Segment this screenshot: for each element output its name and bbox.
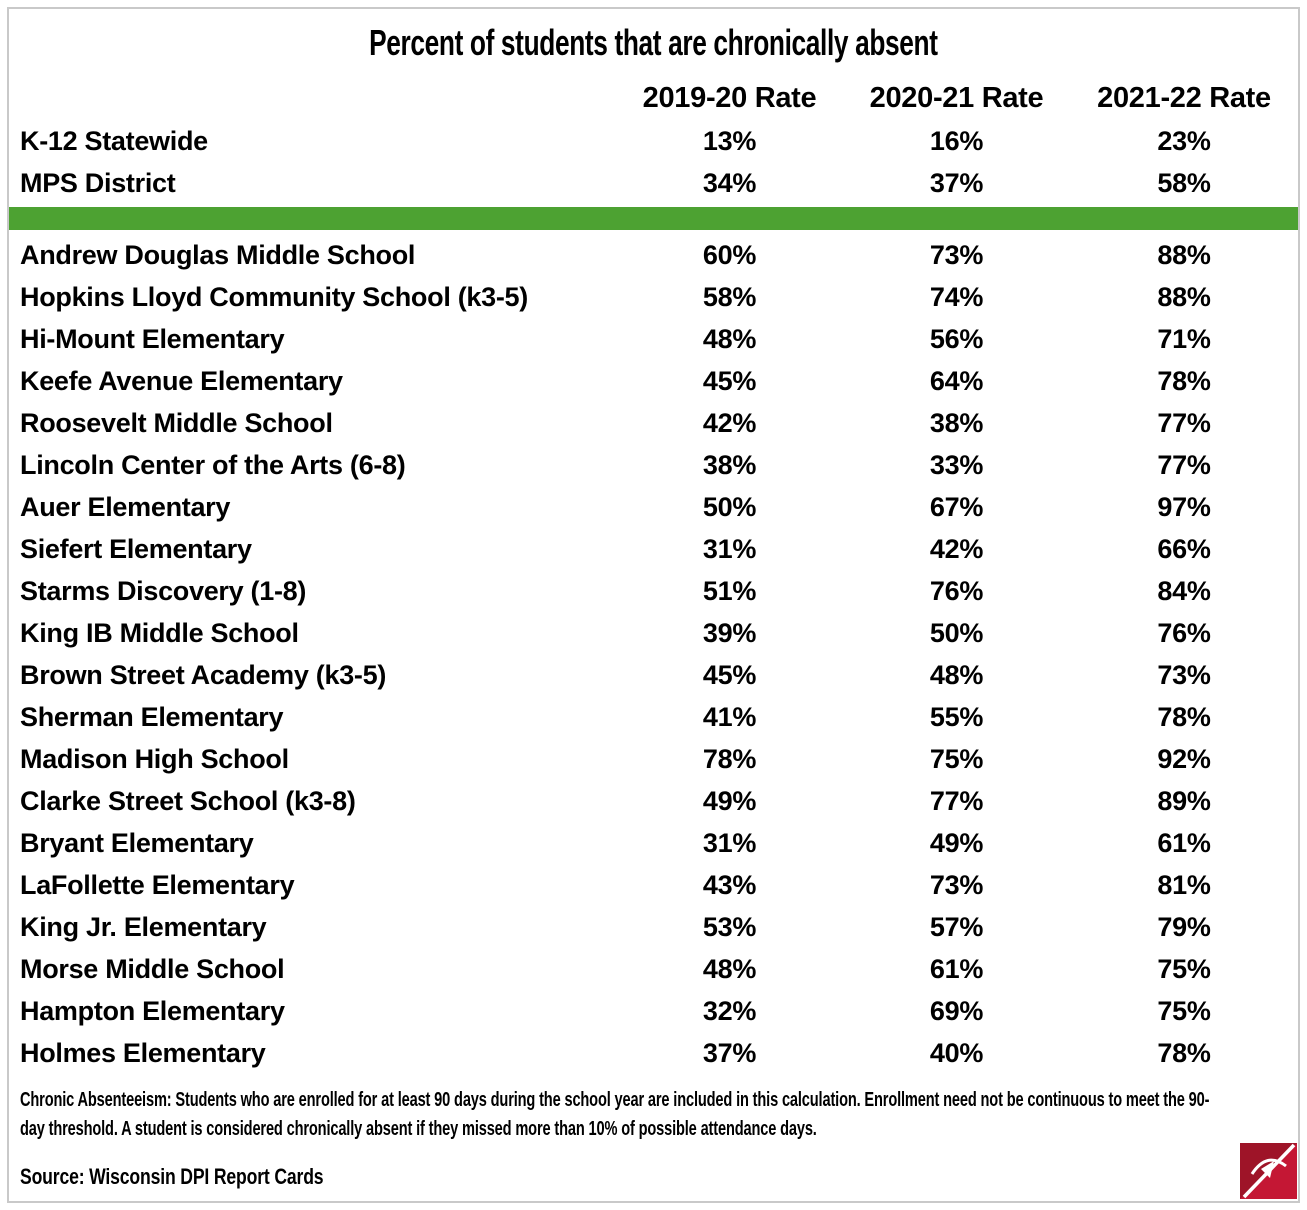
school-name: Andrew Douglas Middle School [20,239,416,270]
column-header-2019-20-rate: 2019-20 Rate [642,81,817,114]
school-name: Keefe Avenue Elementary [20,365,343,396]
rate-value: 73% [929,869,984,900]
rate-value: 69% [929,995,984,1026]
green-divider-bar [9,207,1298,230]
table-row [9,162,1298,204]
summary-rows-section [9,120,1298,204]
rate-value: 88% [1157,281,1211,312]
table-row [9,948,1298,990]
rate-value: 31% [702,827,757,858]
rate-value: 34% [702,167,757,198]
table-row [9,360,1298,402]
rate-value: 79% [1157,911,1211,942]
wisconsin-policy-forum-pickaxe-logo [1240,1143,1297,1199]
rate-value: 75% [1157,995,1211,1026]
table-row [9,780,1298,822]
rate-value: 40% [929,1037,984,1068]
table-row [9,318,1298,360]
school-name: Auer Elementary [20,491,231,522]
summary-row-label: MPS District [20,167,176,198]
table-row [9,738,1298,780]
rate-value: 64% [929,365,984,396]
rate-value: 58% [702,281,757,312]
rate-value: 38% [702,449,757,480]
rate-value: 77% [929,785,984,816]
school-name: King Jr. Elementary [20,911,267,942]
table-row [9,486,1298,528]
rate-value: 60% [702,239,757,270]
rate-value: 61% [929,953,984,984]
rate-value: 51% [702,575,757,606]
table-row [9,570,1298,612]
summary-row-label: K-12 Statewide [20,125,208,156]
rate-value: 31% [702,533,757,564]
rate-value: 23% [1157,125,1211,156]
table-row [9,612,1298,654]
page-title [9,22,1298,64]
footnote-text: Chronic Absenteeism: Students who are enrolled for at least 90 days during the school year are included in this calculation. Enrollment need not be continuous to meet the 90-day threshold. A student is considered chronically absent if they missed more than 10% of possible attendance days. [20,1089,1210,1140]
column-header-2021-22-rate: 2021-22 Rate [1097,81,1271,114]
rate-value: 45% [702,365,757,396]
rate-value: 37% [702,1037,757,1068]
rate-value: 49% [929,827,984,858]
school-name: Brown Street Academy (k3-5) [20,659,387,690]
table-row [9,444,1298,486]
report-figure [7,7,1300,1203]
source-line: Source: Wisconsin DPI Report Cards [20,1164,324,1189]
school-name: Madison High School [20,743,289,774]
school-name: King IB Middle School [20,617,299,648]
table-row [9,654,1298,696]
table-row [9,1032,1298,1074]
rate-value: 73% [1157,659,1211,690]
rate-value: 84% [1157,575,1211,606]
school-rows-section [9,234,1298,1074]
rate-value: 50% [702,491,757,522]
rate-value: 48% [929,659,984,690]
school-name: LaFollette Elementary [20,869,295,900]
rate-value: 49% [702,785,757,816]
school-name: Lincoln Center of the Arts (6-8) [20,449,406,480]
table-row [9,906,1298,948]
table-row [9,276,1298,318]
rate-value: 78% [1157,1037,1211,1068]
rate-value: 58% [1157,167,1211,198]
rate-value: 32% [702,995,757,1026]
school-name: Morse Middle School [20,953,285,984]
rate-value: 71% [1157,323,1211,354]
rate-value: 66% [1157,533,1211,564]
rate-value: 16% [929,125,984,156]
page-title-text: Percent of students that are chronically absent [369,22,938,63]
rate-value: 75% [929,743,984,774]
table-row [9,696,1298,738]
table-row [9,528,1298,570]
rate-value: 78% [1157,701,1211,732]
rate-value: 43% [702,869,757,900]
table-row [9,864,1298,906]
rate-value: 39% [702,617,757,648]
rate-value: 57% [929,911,984,942]
rate-value: 33% [929,449,984,480]
school-name: Starms Discovery (1-8) [20,575,307,606]
school-name: Sherman Elementary [20,701,284,732]
table-row [9,402,1298,444]
rate-value: 89% [1157,785,1211,816]
school-name: Hi-Mount Elementary [20,323,285,354]
table-row [9,234,1298,276]
rate-value: 97% [1157,491,1211,522]
header-row [9,76,1298,120]
rate-value: 81% [1157,869,1211,900]
rate-value: 77% [1157,449,1211,480]
school-name: Clarke Street School (k3-8) [20,785,356,816]
rate-value: 55% [929,701,984,732]
column-header-2020-21-rate: 2020-21 Rate [869,81,1044,114]
rate-value: 92% [1157,743,1211,774]
table-row [9,822,1298,864]
rate-value: 73% [929,239,984,270]
rate-value: 41% [702,701,757,732]
rate-value: 42% [702,407,757,438]
school-name: Hopkins Lloyd Community School (k3-5) [20,281,528,312]
rate-value: 61% [1157,827,1211,858]
rate-value: 45% [702,659,757,690]
rate-value: 76% [929,575,984,606]
rate-value: 48% [702,323,757,354]
school-name: Hampton Elementary [20,995,285,1026]
table-row [9,120,1298,162]
rate-value: 67% [929,491,984,522]
rate-value: 48% [702,953,757,984]
school-name: Bryant Elementary [20,827,254,858]
rate-value: 56% [929,323,984,354]
school-name: Holmes Elementary [20,1037,266,1068]
rate-value: 77% [1157,407,1211,438]
table-row [9,990,1298,1032]
rate-value: 88% [1157,239,1211,270]
rate-value: 37% [929,167,984,198]
rate-value: 13% [702,125,757,156]
rate-value: 53% [702,911,757,942]
rate-value: 78% [1157,365,1211,396]
rate-value: 76% [1157,617,1211,648]
rate-value: 38% [929,407,984,438]
rate-value: 50% [929,617,984,648]
rate-value: 42% [929,533,984,564]
school-name: Siefert Elementary [20,533,252,564]
rate-value: 74% [929,281,984,312]
rate-value: 75% [1157,953,1211,984]
rate-value: 78% [702,743,757,774]
school-name: Roosevelt Middle School [20,407,333,438]
